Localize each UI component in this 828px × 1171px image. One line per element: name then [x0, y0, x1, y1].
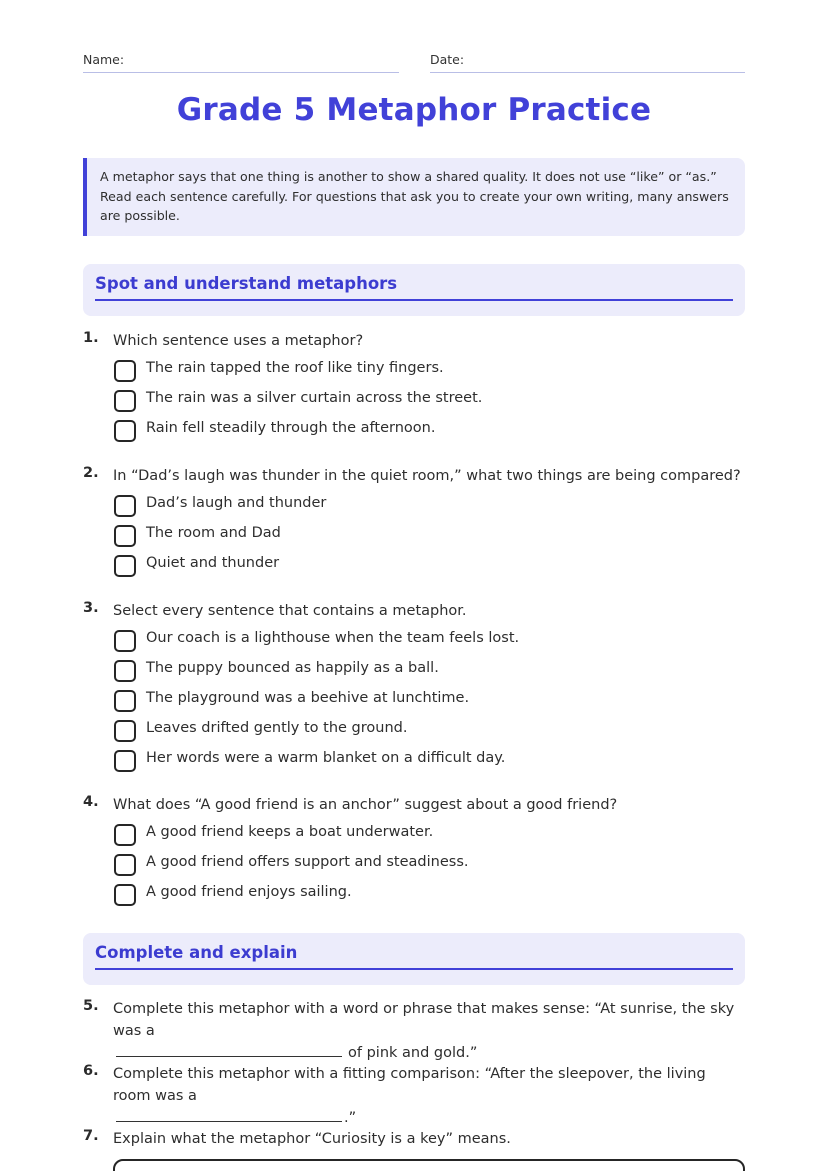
- option-label: Leaves drifted gently to the ground.: [146, 720, 408, 736]
- question-number: 1.: [83, 330, 99, 346]
- answer-box[interactable]: [113, 1159, 745, 1171]
- question-number: 7.: [83, 1128, 99, 1144]
- checkbox[interactable]: [114, 660, 136, 682]
- question-text-after: of pink and gold.”: [348, 1045, 478, 1061]
- option-label: A good friend offers support and steadiness.: [146, 854, 469, 870]
- question-number: 2.: [83, 465, 99, 481]
- fill-in-blank[interactable]: [116, 1042, 342, 1057]
- instructions-text: A metaphor says that one thing is another to show a shared quality. It does not use “like” or “as.” Read each sentence carefully. For questions that ask you to create your own writing, many answers are possible.: [100, 169, 729, 224]
- question-text: [113, 1063, 745, 1129]
- option-label: The puppy bounced as happily as a ball.: [146, 660, 439, 676]
- question-text: Explain what the metaphor “Curiosity is a key” means.: [113, 1131, 511, 1147]
- checkbox[interactable]: [114, 420, 136, 442]
- option-label: A good friend keeps a boat underwater.: [146, 824, 434, 840]
- checkbox[interactable]: [114, 824, 136, 846]
- question-text: [113, 998, 745, 1064]
- name-label: Name:: [83, 52, 125, 67]
- checkbox[interactable]: [114, 390, 136, 412]
- option-label: Our coach is a lighthouse when the team feels lost.: [146, 630, 520, 646]
- option-label: The rain was a silver curtain across the street.: [146, 390, 483, 406]
- checkbox[interactable]: [114, 720, 136, 742]
- checkbox[interactable]: [114, 630, 136, 652]
- section-header-complete: [83, 933, 745, 985]
- checkbox[interactable]: [114, 525, 136, 547]
- question-text: What does “A good friend is an anchor” suggest about a good friend?: [113, 797, 618, 813]
- checkbox[interactable]: [114, 884, 136, 906]
- question-number: 5.: [83, 998, 99, 1014]
- name-field[interactable]: [83, 52, 399, 73]
- option-label: The room and Dad: [146, 525, 281, 541]
- option-label: Dad’s laugh and thunder: [146, 495, 327, 511]
- date-field[interactable]: [430, 52, 745, 73]
- page-title: Grade 5 Metaphor Practice: [176, 92, 652, 128]
- section-title: Complete and explain: [95, 942, 733, 970]
- section-header-spot: [83, 264, 745, 316]
- checkbox[interactable]: [114, 690, 136, 712]
- checkbox[interactable]: [114, 495, 136, 517]
- option-label: Her words were a warm blanket on a difficult day.: [146, 750, 506, 766]
- question-number: 4.: [83, 794, 99, 810]
- option-label: Rain fell steadily through the afternoon.: [146, 420, 436, 436]
- checkbox[interactable]: [114, 854, 136, 876]
- checkbox[interactable]: [114, 360, 136, 382]
- date-label: Date:: [430, 52, 465, 67]
- fill-in-blank[interactable]: [116, 1107, 342, 1122]
- option-label: Quiet and thunder: [146, 555, 280, 571]
- question-text: Select every sentence that contains a metaphor.: [113, 603, 467, 619]
- question-text-before: Complete this metaphor with a fitting comparison: “After the sleepover, the living room was a: [113, 1066, 706, 1104]
- question-number: 3.: [83, 600, 99, 616]
- question-text: In “Dad’s laugh was thunder in the quiet room,” what two things are being compared?: [113, 468, 741, 484]
- question-text: Which sentence uses a metaphor?: [113, 333, 364, 349]
- checkbox[interactable]: [114, 750, 136, 772]
- question-number: 6.: [83, 1063, 99, 1079]
- instructions-box: [83, 158, 745, 236]
- question-text-after: .”: [344, 1110, 357, 1126]
- section-title: Spot and understand metaphors: [95, 273, 733, 301]
- option-label: The playground was a beehive at lunchtime.: [146, 690, 470, 706]
- checkbox[interactable]: [114, 555, 136, 577]
- option-label: The rain tapped the roof like tiny fingers.: [146, 360, 444, 376]
- question-text-before: Complete this metaphor with a word or phrase that makes sense: “At sunrise, the sky was a: [113, 1001, 735, 1039]
- option-label: A good friend enjoys sailing.: [146, 884, 352, 900]
